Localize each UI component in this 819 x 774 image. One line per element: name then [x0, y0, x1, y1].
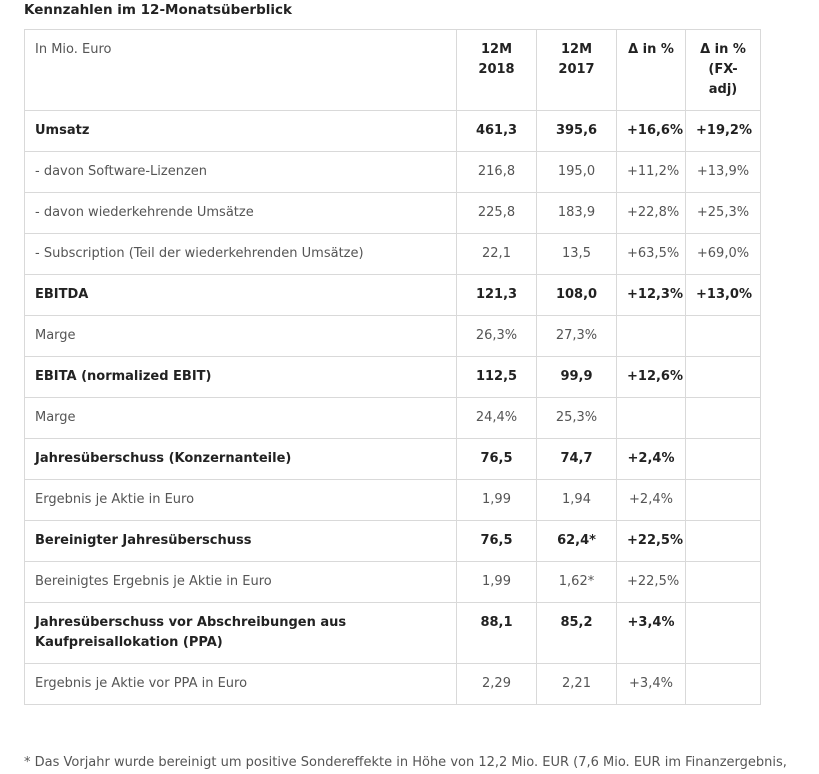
cell-2017: 195,0	[537, 152, 617, 193]
header-col-delta: Δ in %	[617, 30, 686, 111]
cell-2017: 1,94	[537, 480, 617, 521]
cell-2017: 1,62*	[537, 562, 617, 603]
table-row	[25, 111, 761, 152]
page-heading: Kennzahlen im 12-Monatsüberblick	[24, 2, 292, 18]
header-col-2017: 12M 2017	[537, 30, 617, 111]
row-label: Marge	[25, 398, 457, 439]
table-row	[25, 664, 761, 705]
row-label: Jahresüberschuss (Konzernanteile)	[25, 439, 457, 480]
header-col-2018: 12M 2018	[457, 30, 537, 111]
row-label: Bereinigtes Ergebnis je Aktie in Euro	[25, 562, 457, 603]
cell-2018: 1,99	[457, 562, 537, 603]
cell-2018: 112,5	[457, 357, 537, 398]
cell-2018: 76,5	[457, 439, 537, 480]
table-row	[25, 275, 761, 316]
row-label: Ergebnis je Aktie vor PPA in Euro	[25, 664, 457, 705]
table-row	[25, 357, 761, 398]
row-label: EBITA (normalized EBIT)	[25, 357, 457, 398]
cell-delta: +16,6%	[617, 111, 686, 152]
cell-delta: +2,4%	[617, 480, 686, 521]
cell-2017: 13,5	[537, 234, 617, 275]
table-row	[25, 562, 761, 603]
cell-delta: +2,4%	[617, 439, 686, 480]
cell-2018: 88,1	[457, 603, 537, 664]
cell-2017: 27,3%	[537, 316, 617, 357]
cell-2017: 25,3%	[537, 398, 617, 439]
footnote: * Das Vorjahr wurde bereinigt um positive Sondereffekte in Höhe von 12,2 Mio. EUR (7,6 Mio. EUR im Finanzergebnis,	[24, 755, 787, 770]
cell-delta-fx	[686, 357, 761, 398]
table-row	[25, 234, 761, 275]
cell-delta: +22,8%	[617, 193, 686, 234]
cell-2017: 62,4*	[537, 521, 617, 562]
cell-delta: +12,3%	[617, 275, 686, 316]
table-row	[25, 316, 761, 357]
cell-2018: 216,8	[457, 152, 537, 193]
row-label: - davon Software-Lizenzen	[25, 152, 457, 193]
row-label: Umsatz	[25, 111, 457, 152]
row-label: - Subscription (Teil der wiederkehrenden Umsätze)	[25, 234, 457, 275]
cell-delta: +11,2%	[617, 152, 686, 193]
cell-2018: 2,29	[457, 664, 537, 705]
cell-delta-fx	[686, 664, 761, 705]
cell-2018: 461,3	[457, 111, 537, 152]
cell-2018: 22,1	[457, 234, 537, 275]
cell-2018: 225,8	[457, 193, 537, 234]
cell-delta-fx	[686, 398, 761, 439]
table-row	[25, 480, 761, 521]
row-label: - davon wiederkehrende Umsätze	[25, 193, 457, 234]
cell-delta	[617, 398, 686, 439]
cell-delta-fx: +69,0%	[686, 234, 761, 275]
cell-2017: 99,9	[537, 357, 617, 398]
cell-2017: 183,9	[537, 193, 617, 234]
header-unit-label: In Mio. Euro	[25, 30, 457, 111]
table-row	[25, 603, 761, 664]
cell-delta-fx	[686, 439, 761, 480]
cell-delta-fx	[686, 562, 761, 603]
table-row	[25, 398, 761, 439]
cell-delta-fx	[686, 603, 761, 664]
table-row	[25, 152, 761, 193]
cell-2018: 76,5	[457, 521, 537, 562]
row-label: Jahresüberschuss vor Abschreibungen aus Kaufpreisallokation (PPA)	[25, 603, 457, 664]
header-col-delta-fx: Δ in % (FX- adj)	[686, 30, 761, 111]
table-header-row	[25, 30, 761, 111]
cell-delta-fx: +13,0%	[686, 275, 761, 316]
table-row	[25, 193, 761, 234]
row-label: Marge	[25, 316, 457, 357]
cell-2018: 24,4%	[457, 398, 537, 439]
cell-delta-fx: +13,9%	[686, 152, 761, 193]
cell-2017: 108,0	[537, 275, 617, 316]
cell-2017: 74,7	[537, 439, 617, 480]
cell-2018: 121,3	[457, 275, 537, 316]
cell-2018: 26,3%	[457, 316, 537, 357]
key-figures-table	[24, 29, 761, 705]
cell-2017: 395,6	[537, 111, 617, 152]
cell-delta: +3,4%	[617, 603, 686, 664]
cell-delta-fx	[686, 316, 761, 357]
row-label: Ergebnis je Aktie in Euro	[25, 480, 457, 521]
cell-delta: +63,5%	[617, 234, 686, 275]
cell-delta-fx	[686, 480, 761, 521]
cell-2017: 2,21	[537, 664, 617, 705]
cell-delta-fx: +25,3%	[686, 193, 761, 234]
cell-delta: +22,5%	[617, 521, 686, 562]
table-row	[25, 439, 761, 480]
row-label: EBITDA	[25, 275, 457, 316]
cell-2017: 85,2	[537, 603, 617, 664]
table-row	[25, 521, 761, 562]
cell-delta: +3,4%	[617, 664, 686, 705]
cell-delta: +12,6%	[617, 357, 686, 398]
cell-2018: 1,99	[457, 480, 537, 521]
cell-delta-fx	[686, 521, 761, 562]
cell-delta	[617, 316, 686, 357]
row-label: Bereinigter Jahresüberschuss	[25, 521, 457, 562]
cell-delta-fx: +19,2%	[686, 111, 761, 152]
cell-delta: +22,5%	[617, 562, 686, 603]
